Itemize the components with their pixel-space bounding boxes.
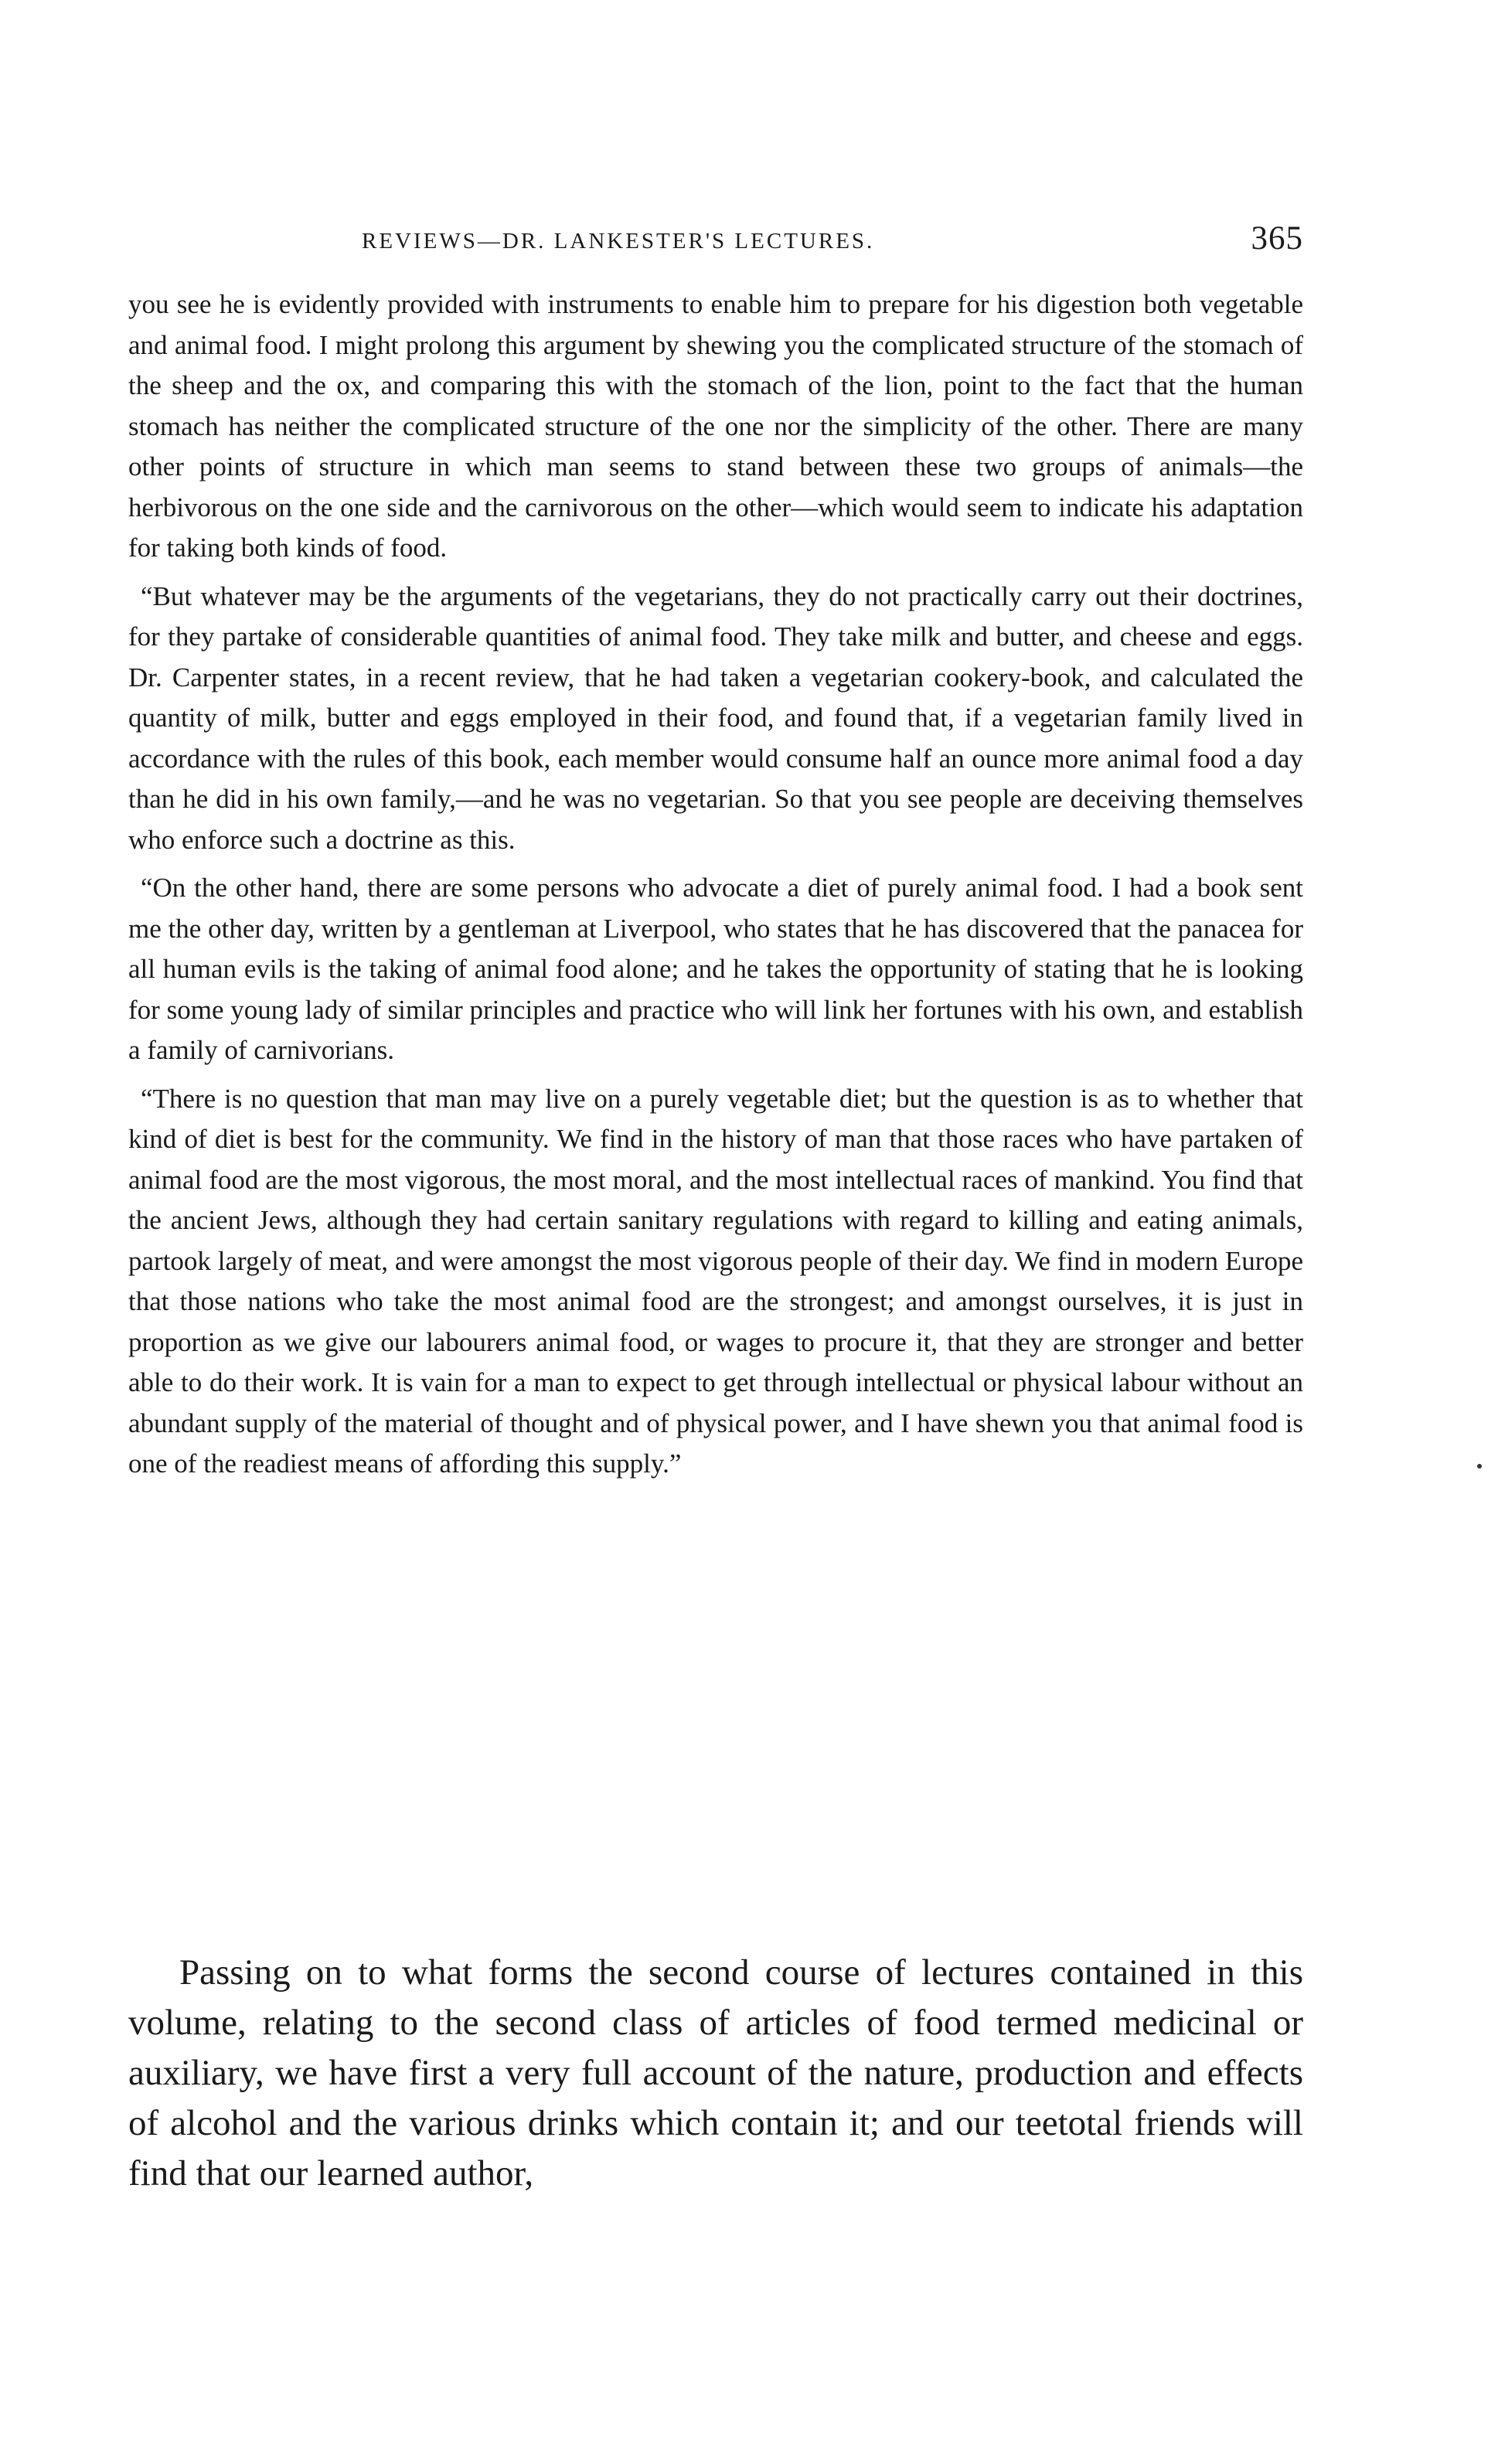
quote-paragraph-1: you see he is evidently provided with instruments to enable him to prepare for his digestion both vegetable and animal food. I might prolong this argument by shewing you the complicated structure of the stomach of the sheep and the ox, and comparing this with the stomach of the lion, point to the fact that the human stomach has neither the complicated structure of the one nor the simplicity of the other. There are many other points of structure in which man seems to stand between these two groups of animals—the herbivorous on the one side and the carnivorous on the other—which would seem to indicate his adaptation for taking both kinds of food. (128, 289, 1303, 563)
page-number: 365 (1251, 220, 1303, 257)
quoted-lecture-text (128, 284, 1303, 1485)
running-head (128, 220, 1303, 264)
quote-paragraph-3: “On the other hand, there are some persons who advocate a diet of purely animal food. I had a book sent me the other day, written by a gentleman at Liverpool, who states that he has discovered that the panacea for all human evils is the taking of animal food alone; and he takes the opportunity of stating that he is looking for some young lady of similar principles and practice who will link her fortunes with his own, and establish a family of carnivorians. (128, 873, 1303, 1065)
review-body-text (128, 1948, 1303, 2199)
running-title: REVIEWS—DR. LANKESTER'S LECTURES. (362, 229, 875, 254)
quote-paragraph-4: “There is no question that man may live on a purely vegetable diet; but the question is as to whether that kind of diet is best for the community. We find in the history of man that those races who have partaken of animal food are the most vigorous, the most moral, and the most intellectual races of mankind. You find that the ancient Jews, although they had certain sanitary regulations with regard to killing and eating animals, partook largely of meat, and were amongst the most vigorous people of their day. We find in modern Europe that those nations who take the most animal food are the strongest; and amongst ourselves, it is just in proportion as we give our labourers animal food, or wages to procure it, that they are stronger and better able to do their work. It is vain for a man to expect to get through intellectual or physical labour without an abundant supply of the material of thought and of physical power, and I have shewn you that animal food is one of the readiest means of affording this supply.” (128, 1083, 1303, 1479)
body-paragraph: Passing on to what forms the second course of lectures contained in this volume, relating to the second class of articles of food termed medicinal or auxiliary, we have first a very full account of the nature, production and effects of alcohol and the various drinks which contain it; and our teetotal friends will find that our learned author, (128, 1952, 1303, 2193)
ink-speck (1477, 1464, 1482, 1469)
quote-paragraph-2: “But whatever may be the arguments of the vegetarians, they do not practically carry out their doctrines, for they partake of considerable quantities of animal food. They take milk and butter, and cheese and eggs. Dr. Carpenter states, in a recent review, that he had taken a vegetarian cookery-book, and calculated the quantity of milk, butter and eggs employed in their food, and found that, if a vegetarian family lived in accordance with the rules of this book, each member would consume half an ounce more animal food a day than he did in his own family,—and he was no vegetarian. So that you see people are deceiving themselves who enforce such a doctrine as this. (128, 580, 1303, 855)
